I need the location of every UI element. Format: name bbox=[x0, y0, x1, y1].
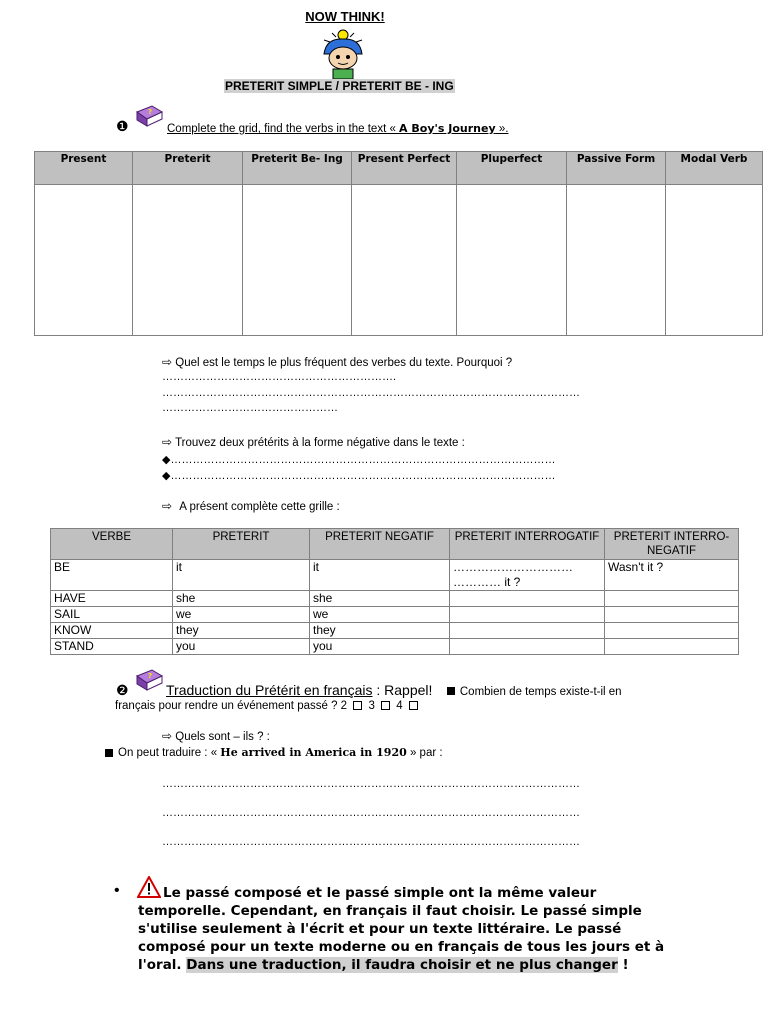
interro-negative-cell[interactable] bbox=[605, 607, 739, 623]
grid-header-cell: Preterit Be- Ing bbox=[243, 152, 352, 185]
grid-header-cell: Present Perfect bbox=[352, 152, 457, 185]
book-icon bbox=[134, 668, 164, 692]
answer-line[interactable]: ………………………………………… bbox=[162, 402, 338, 414]
preterit-cell[interactable]: they bbox=[173, 623, 310, 639]
question-3: ⇨ A présent complète cette grille : bbox=[162, 499, 340, 513]
exercise-2-number: ❷ bbox=[116, 682, 129, 698]
preterit-cell[interactable]: she bbox=[173, 591, 310, 607]
interro-negative-cell[interactable]: Wasn't it ? bbox=[605, 560, 739, 591]
table-row bbox=[51, 591, 739, 607]
grid-header-cell: Modal Verb bbox=[666, 152, 763, 185]
arrow-right-icon: ⇨ bbox=[162, 435, 173, 449]
interro-negative-cell[interactable] bbox=[605, 639, 739, 655]
warning-bullet: • bbox=[114, 882, 120, 899]
rappel-label: : Rappel! bbox=[372, 682, 433, 698]
answer-line[interactable]: …………………………………………………………………………………………………… bbox=[162, 807, 580, 819]
preterit-cell[interactable]: it bbox=[173, 560, 310, 591]
exercise-2-heading: Traduction du Prétérit en français bbox=[166, 682, 373, 698]
verb-cell: BE bbox=[51, 560, 173, 591]
interro-negative-cell[interactable] bbox=[605, 591, 739, 607]
interro-negative-cell[interactable] bbox=[605, 623, 739, 639]
verb-cell: STAND bbox=[51, 639, 173, 655]
grid-header-cell: Pluperfect bbox=[457, 152, 567, 185]
verb-cell: HAVE bbox=[51, 591, 173, 607]
interrogative-cell[interactable] bbox=[450, 591, 605, 607]
grid-blank-cell[interactable] bbox=[35, 185, 133, 336]
preterit-grid-header-cell: VERBE bbox=[51, 529, 173, 560]
grid-blank-cell[interactable] bbox=[567, 185, 666, 336]
checkbox-2[interactable] bbox=[353, 701, 362, 710]
grid-blank-cell[interactable] bbox=[133, 185, 243, 336]
table-row bbox=[51, 639, 739, 655]
answer-line[interactable]: ◆…………………………………………………………………………………………… bbox=[162, 454, 556, 466]
grid-blank-cell[interactable] bbox=[666, 185, 763, 336]
interrogative-cell[interactable]: ………………………… ………… it ? bbox=[450, 560, 605, 591]
table-row bbox=[51, 607, 739, 623]
negative-cell[interactable]: you bbox=[310, 639, 450, 655]
grid-header-row bbox=[35, 152, 763, 185]
book-icon bbox=[134, 104, 164, 128]
grid-blank-cell[interactable] bbox=[352, 185, 457, 336]
answer-line[interactable]: ◆…………………………………………………………………………………………… bbox=[162, 470, 556, 482]
negative-cell[interactable]: it bbox=[310, 560, 450, 591]
table-row bbox=[51, 623, 739, 639]
table-row bbox=[51, 560, 739, 591]
preterit-grid-header-cell: PRETERIT NEGATIF bbox=[310, 529, 450, 560]
svg-text:?: ? bbox=[148, 672, 153, 680]
bullet-square-icon bbox=[447, 687, 455, 695]
bullet-square-icon bbox=[105, 749, 113, 757]
svg-text:?: ? bbox=[148, 108, 153, 116]
preterit-grid-header-row bbox=[51, 529, 739, 560]
verb-forms-grid bbox=[34, 151, 763, 336]
negative-cell[interactable]: she bbox=[310, 591, 450, 607]
preterit-cell[interactable]: we bbox=[173, 607, 310, 623]
negative-cell[interactable]: they bbox=[310, 623, 450, 639]
exercise-2-heading-line bbox=[166, 682, 622, 700]
arrow-right-icon: ⇨ bbox=[162, 499, 173, 513]
preterit-grid-header-cell: PRETERIT bbox=[173, 529, 310, 560]
cartoon-boy-illustration bbox=[318, 28, 368, 80]
arrow-right-icon: ⇨ bbox=[162, 355, 173, 369]
interrogative-cell[interactable] bbox=[450, 623, 605, 639]
page-title: NOW THINK! bbox=[305, 9, 385, 24]
answer-line[interactable]: …………………………………………………………………………………………………… bbox=[162, 778, 580, 790]
answer-line[interactable]: …………………………………………………………………………………………………… bbox=[162, 387, 580, 399]
question-quels: ⇨ Quels sont – ils ? : bbox=[162, 729, 270, 743]
grid-blank-cell[interactable] bbox=[243, 185, 352, 336]
translate-prompt: On peut traduire : « He arrived in America in 1920 » par : bbox=[105, 746, 443, 759]
answer-line[interactable]: …………………………………………………………………………………………………… bbox=[162, 836, 580, 848]
arrow-right-icon: ⇨ bbox=[162, 729, 173, 743]
preterit-cell[interactable]: you bbox=[173, 639, 310, 655]
grid-blank-row bbox=[35, 185, 763, 336]
checkbox-3[interactable] bbox=[381, 701, 390, 710]
question-1: ⇨ Quel est le temps le plus fréquent des verbes du texte. Pourquoi ? bbox=[162, 355, 513, 369]
exercise-1-instruction: Complete the grid, find the verbs in the text « A Boy's Journey ». bbox=[167, 122, 509, 135]
grid-header-cell: Passive Form bbox=[567, 152, 666, 185]
question-2: ⇨ Trouvez deux prétérits à la forme négative dans le texte : bbox=[162, 435, 465, 449]
grid-header-cell: Preterit bbox=[133, 152, 243, 185]
grid-header-cell: Present bbox=[35, 152, 133, 185]
checkbox-4[interactable] bbox=[409, 701, 418, 710]
answer-line[interactable]: ………………………………………………………. bbox=[162, 371, 397, 383]
highlighted-text: Dans une traduction, il faudra choisir et ne plus changer bbox=[186, 957, 618, 973]
interrogative-cell[interactable] bbox=[450, 607, 605, 623]
grid-blank-cell[interactable] bbox=[457, 185, 567, 336]
exercise-1-number: ❶ bbox=[116, 118, 129, 134]
tense-count-question: français pour rendre un événement passé ? 2 3 4 bbox=[115, 700, 421, 712]
question-text: Combien de temps existe-t-il en bbox=[459, 686, 622, 698]
preterit-grid-header-cell: PRETERIT INTERRO-NEGATIF bbox=[605, 529, 739, 560]
negative-cell[interactable]: we bbox=[310, 607, 450, 623]
interrogative-cell[interactable] bbox=[450, 639, 605, 655]
preterit-grid-header-cell: PRETERIT INTERROGATIF bbox=[450, 529, 605, 560]
verb-cell: SAIL bbox=[51, 607, 173, 623]
preterit-grid bbox=[50, 528, 739, 655]
page-subtitle: PRETERIT SIMPLE / PRETERIT BE - ING bbox=[225, 79, 454, 93]
warning-text: Le passé composé et le passé simple ont la même valeur temporelle. Cependant, en français il faut choisir. Le passé simple s'utilise seulement à l'écrit et pour un texte littéraire. Le passé composé pour un texte moderne ou en français de tous les jours et à l'oral. Dans une traduction, il faudra choisir et ne plus changer ! bbox=[138, 885, 665, 973]
verb-cell: KNOW bbox=[51, 623, 173, 639]
